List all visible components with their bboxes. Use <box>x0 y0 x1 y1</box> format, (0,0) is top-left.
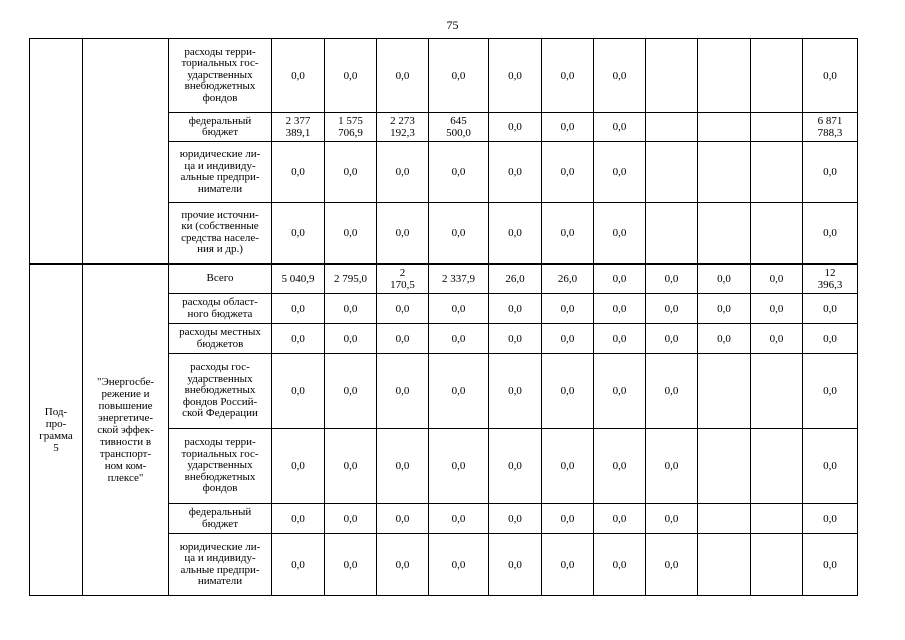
value-cell: 0,0 <box>325 39 377 113</box>
table-body <box>30 39 858 596</box>
value-cell: 0,0 <box>803 294 858 324</box>
value-cell: 0,0 <box>594 294 646 324</box>
value-cell: 0,0 <box>272 534 325 596</box>
subprogram-name-cell: "Энергосбе- режение и повышение энергетиче- ской эффек- тивности в транспорт- ном ком- плексе" <box>83 264 169 596</box>
value-cell: 0,0 <box>429 324 489 354</box>
value-cell: 0,0 <box>646 504 698 534</box>
value-cell: 0,0 <box>751 324 803 354</box>
value-cell: 0,0 <box>377 324 429 354</box>
value-cell <box>698 39 751 113</box>
value-cell <box>751 113 803 142</box>
value-cell: 0,0 <box>594 203 646 264</box>
value-cell: 2 377 389,1 <box>272 113 325 142</box>
value-cell: 0,0 <box>272 39 325 113</box>
value-cell: 0,0 <box>803 354 858 429</box>
value-cell: 5 040,9 <box>272 264 325 294</box>
empty-program-cell <box>30 39 83 264</box>
value-cell: 0,0 <box>803 504 858 534</box>
value-cell: 0,0 <box>489 324 542 354</box>
value-cell: 0,0 <box>594 324 646 354</box>
value-cell: 0,0 <box>429 534 489 596</box>
budget-table <box>29 38 858 596</box>
value-cell: 0,0 <box>272 203 325 264</box>
funding-source-cell: федеральный бюджет <box>169 113 272 142</box>
value-cell: 0,0 <box>377 534 429 596</box>
value-cell: 0,0 <box>325 203 377 264</box>
value-cell: 645 500,0 <box>429 113 489 142</box>
value-cell: 0,0 <box>594 39 646 113</box>
table-row <box>30 39 858 113</box>
value-cell: 0,0 <box>542 142 594 203</box>
funding-source-cell: прочие источни- ки (собственные средства населе- ния и др.) <box>169 203 272 264</box>
value-cell <box>751 142 803 203</box>
value-cell: 0,0 <box>751 264 803 294</box>
value-cell: 0,0 <box>803 203 858 264</box>
value-cell <box>646 142 698 203</box>
value-cell: 0,0 <box>803 39 858 113</box>
value-cell: 0,0 <box>325 354 377 429</box>
value-cell <box>698 113 751 142</box>
page-number: 75 <box>446 18 459 32</box>
value-cell: 0,0 <box>429 504 489 534</box>
value-cell: 0,0 <box>542 354 594 429</box>
value-cell: 0,0 <box>429 294 489 324</box>
funding-source-cell: федеральный бюджет <box>169 504 272 534</box>
value-cell: 0,0 <box>429 354 489 429</box>
value-cell: 0,0 <box>594 429 646 504</box>
value-cell: 0,0 <box>803 142 858 203</box>
empty-name-cell <box>83 39 169 264</box>
funding-source-cell: юридические ли- ца и индивиду- альные предпри- ниматели <box>169 534 272 596</box>
value-cell: 0,0 <box>325 324 377 354</box>
value-cell: 0,0 <box>542 429 594 504</box>
value-cell: 0,0 <box>489 354 542 429</box>
value-cell <box>698 203 751 264</box>
value-cell: 0,0 <box>272 354 325 429</box>
value-cell <box>698 504 751 534</box>
value-cell: 0,0 <box>489 294 542 324</box>
value-cell: 2 795,0 <box>325 264 377 294</box>
value-cell: 0,0 <box>429 39 489 113</box>
value-cell: 0,0 <box>325 504 377 534</box>
value-cell: 26,0 <box>542 264 594 294</box>
value-cell: 0,0 <box>698 324 751 354</box>
value-cell: 0,0 <box>594 142 646 203</box>
value-cell <box>751 203 803 264</box>
value-cell: 0,0 <box>429 142 489 203</box>
value-cell: 0,0 <box>542 504 594 534</box>
value-cell: 2 273 192,3 <box>377 113 429 142</box>
value-cell <box>698 429 751 504</box>
value-cell: 0,0 <box>646 354 698 429</box>
value-cell: 0,0 <box>542 39 594 113</box>
value-cell: 0,0 <box>542 113 594 142</box>
value-cell: 0,0 <box>646 429 698 504</box>
value-cell: 6 871 788,3 <box>803 113 858 142</box>
value-cell: 0,0 <box>272 429 325 504</box>
value-cell: 0,0 <box>325 294 377 324</box>
subprogram-label-cell: Под- про- грамма 5 <box>30 264 83 596</box>
value-cell: 0,0 <box>542 324 594 354</box>
value-cell: 0,0 <box>594 113 646 142</box>
value-cell: 0,0 <box>272 294 325 324</box>
value-cell: 0,0 <box>751 294 803 324</box>
value-cell: 0,0 <box>377 294 429 324</box>
value-cell: 0,0 <box>272 142 325 203</box>
value-cell: 2 337,9 <box>429 264 489 294</box>
value-cell: 0,0 <box>489 203 542 264</box>
funding-source-cell: Всего <box>169 264 272 294</box>
funding-source-cell: расходы терри- ториальных гос- ударственных внебюджетных фондов <box>169 39 272 113</box>
funding-source-cell: расходы терри- ториальных гос- ударственных внебюджетных фондов <box>169 429 272 504</box>
value-cell <box>751 504 803 534</box>
value-cell: 0,0 <box>325 534 377 596</box>
value-cell <box>698 354 751 429</box>
value-cell: 0,0 <box>377 429 429 504</box>
value-cell: 0,0 <box>272 504 325 534</box>
value-cell: 0,0 <box>803 429 858 504</box>
value-cell: 0,0 <box>272 324 325 354</box>
value-cell: 0,0 <box>489 113 542 142</box>
value-cell <box>646 39 698 113</box>
value-cell: 0,0 <box>646 264 698 294</box>
value-cell: 0,0 <box>646 534 698 596</box>
value-cell: 0,0 <box>803 534 858 596</box>
funding-source-cell: расходы гос- ударственных внебюджетных фондов Россий- ской Федерации <box>169 354 272 429</box>
value-cell: 26,0 <box>489 264 542 294</box>
value-cell: 0,0 <box>594 534 646 596</box>
value-cell: 0,0 <box>542 534 594 596</box>
value-cell <box>698 142 751 203</box>
value-cell: 0,0 <box>377 39 429 113</box>
value-cell: 0,0 <box>542 203 594 264</box>
value-cell: 0,0 <box>429 429 489 504</box>
value-cell: 0,0 <box>429 203 489 264</box>
value-cell: 0,0 <box>489 39 542 113</box>
value-cell: 0,0 <box>489 534 542 596</box>
value-cell: 0,0 <box>594 354 646 429</box>
value-cell: 0,0 <box>646 324 698 354</box>
value-cell: 0,0 <box>325 142 377 203</box>
value-cell: 12 396,3 <box>803 264 858 294</box>
value-cell <box>751 39 803 113</box>
value-cell: 1 575 706,9 <box>325 113 377 142</box>
table-row <box>30 264 858 294</box>
value-cell: 0,0 <box>594 504 646 534</box>
funding-source-cell: расходы местных бюджетов <box>169 324 272 354</box>
funding-source-cell: юридические ли- ца и индивиду- альные предпри- ниматели <box>169 142 272 203</box>
value-cell <box>751 429 803 504</box>
value-cell: 0,0 <box>489 429 542 504</box>
value-cell: 0,0 <box>325 429 377 504</box>
value-cell: 0,0 <box>489 504 542 534</box>
funding-source-cell: расходы област- ного бюджета <box>169 294 272 324</box>
value-cell: 0,0 <box>377 142 429 203</box>
value-cell: 0,0 <box>803 324 858 354</box>
value-cell: 0,0 <box>377 354 429 429</box>
value-cell <box>751 354 803 429</box>
value-cell: 0,0 <box>489 142 542 203</box>
value-cell: 0,0 <box>698 294 751 324</box>
value-cell <box>698 534 751 596</box>
value-cell: 0,0 <box>594 264 646 294</box>
value-cell <box>751 534 803 596</box>
value-cell <box>646 113 698 142</box>
value-cell: 0,0 <box>698 264 751 294</box>
value-cell: 2 170,5 <box>377 264 429 294</box>
value-cell <box>646 203 698 264</box>
value-cell: 0,0 <box>646 294 698 324</box>
value-cell: 0,0 <box>542 294 594 324</box>
value-cell: 0,0 <box>377 203 429 264</box>
value-cell: 0,0 <box>377 504 429 534</box>
